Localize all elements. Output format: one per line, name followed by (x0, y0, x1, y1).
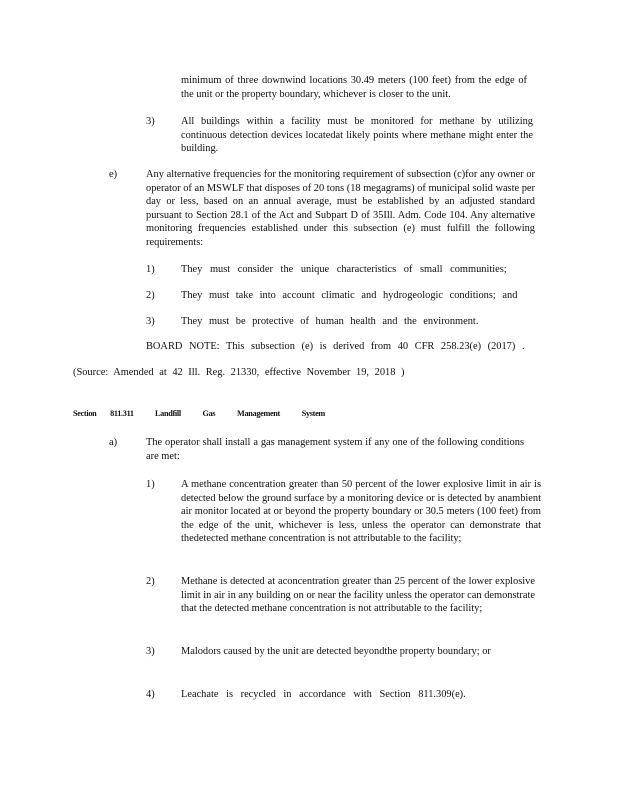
a-item-4-text: Leachate is recycled in accordance with Section 811.309(e). (181, 689, 466, 700)
board-note: BOARD NOTE: This subsection (e) is derived from 40 CFR 258.23(e) (2017) . (146, 341, 525, 352)
e-item-1-text: They must consider the unique characteristics of small communities; (181, 264, 507, 275)
a-item-3-text: Malodors caused by the unit are detected beyondthe property boundary; or (181, 646, 491, 657)
a-item-1-label: 1) (146, 479, 155, 490)
section-title: Landfill Gas Management System (155, 409, 325, 418)
section-heading (73, 409, 473, 423)
e-item-2-text: They must take into account climatic and hydrogeologic conditions; and (181, 290, 518, 301)
e-item-1-label: 1) (146, 264, 155, 275)
a-item-3-label: 3) (146, 646, 155, 657)
e-item-3-label: 3) (146, 316, 155, 327)
e-item-2-label: 2) (146, 290, 155, 301)
continuation-paragraph: minimum of three downwind locations 30.49 meters (100 feet) from the edge of the unit or the property boundary, whichever is closer to the unit. (181, 75, 527, 100)
a-item-4-label: 4) (146, 689, 155, 700)
a-item-2-text: Methane is detected at aconcentration greater than 25 percent of the lower explosive limit in air in any building on or near the facility unless the operator can demonstrate that the detected methane concentration is not attributable to the facility; (181, 576, 535, 615)
subsection-a-text: The operator shall install a gas management system if any one of the following conditions are met: (146, 437, 524, 462)
subsection-e-label: e) (109, 169, 118, 180)
item-3-label: 3) (146, 116, 155, 127)
e-item-3-text: They must be protective of human health and the environment. (181, 316, 479, 327)
a-item-2-label: 2) (146, 576, 155, 587)
section-number: Section 811.311 (73, 409, 134, 418)
subsection-a-label: a) (109, 437, 118, 448)
source-note: (Source: Amended at 42 Ill. Reg. 21330, effective November 19, 2018 ) (73, 367, 405, 378)
subsection-e-text: Any alternative frequencies for the monitoring requirement of subsection (c)for any owner or operator of an MSWLF that disposes of 20 tons (18 megagrams) of municipal solid waste per day or less, based on an annual average, must be established by an adjusted standard pursuant to Section 28.1 of the Act and Subpart D of 35Ill. Adm. Code 104. Any alternative monitoring frequencies established under this subsection (e) must fulfill the following requirements: (146, 169, 535, 248)
a-item-1-text: A methane concentration greater than 50 percent of the lower explosive limit in air is detected below the ground surface by a monitoring device or is detected by anambient air monitor located at or beyond the property boundary or 30.5 meters (100 feet) from the edge of the unit, whichever is less, unless the operator can demonstrate that thedetected methane concentration is not attributable to the facility; (181, 479, 541, 545)
item-3-text: All buildings within a facility must be monitored for methane by utilizing continuous detection devices locatedat likely points where methane might enter the building. (181, 116, 533, 155)
